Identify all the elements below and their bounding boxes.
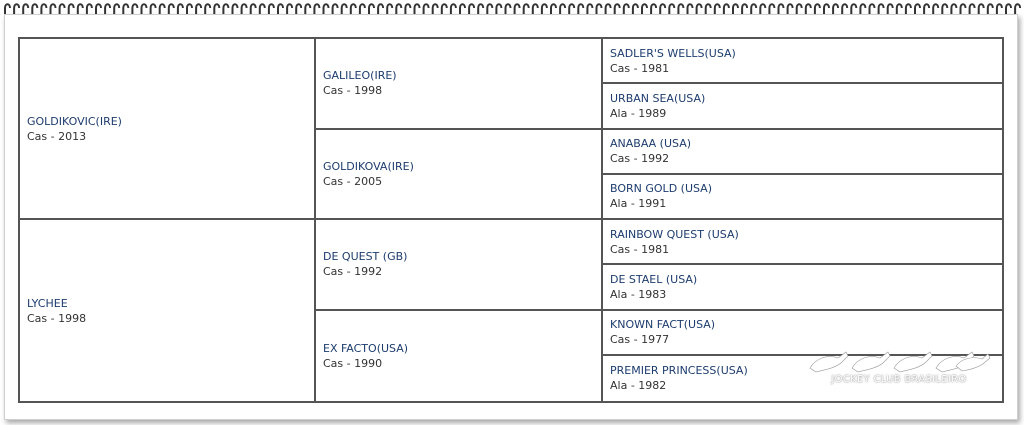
horse-info: Ala - 1982 (610, 379, 667, 393)
pedigree-cell-sire-dam[interactable] (316, 130, 603, 221)
pedigree-cell-dam-sire[interactable] (316, 220, 603, 311)
watermark-text: JOCKEY CLUB BRASILEIRO (831, 374, 967, 385)
racing-horses-logo (806, 346, 992, 374)
horse-name[interactable]: LYCHEE (27, 296, 68, 310)
horse-name[interactable]: ANABAA (USA) (610, 137, 692, 151)
horse-name[interactable]: GOLDIKOVA(IRE) (323, 159, 414, 173)
horse-info: Ala - 1983 (610, 287, 667, 301)
horse-info: Cas - 1992 (610, 152, 670, 166)
horse-info: Ala - 1989 (610, 106, 667, 120)
horse-name[interactable]: GOLDIKOVIC(IRE) (27, 114, 122, 128)
pedigree-cell-sire[interactable] (20, 39, 316, 220)
horse-name[interactable]: SADLER'S WELLS(USA) (610, 46, 736, 60)
pedigree-cell-ggp[interactable] (603, 220, 1002, 265)
horse-name[interactable]: GALILEO(IRE) (323, 69, 397, 83)
horse-info: Cas - 1990 (323, 356, 383, 370)
pedigree-cell-sire-sire[interactable] (316, 39, 603, 130)
pedigree-cell-ggp[interactable] (603, 175, 1002, 220)
pedigree-cell-dam[interactable] (20, 220, 316, 401)
horse-info: Ala - 1991 (610, 197, 667, 211)
horse-info: Cas - 1981 (610, 242, 670, 256)
jockey-club-watermark (806, 346, 992, 390)
pedigree-cell-ggp[interactable] (603, 265, 1002, 310)
horse-info: Cas - 1981 (610, 61, 670, 75)
horse-name[interactable]: PREMIER PRINCESS(USA) (610, 364, 748, 378)
pedigree-cell-ggp[interactable] (603, 39, 1002, 84)
horse-name[interactable]: BORN GOLD (USA) (610, 182, 713, 196)
horse-name[interactable]: EX FACTO(USA) (323, 341, 409, 355)
horse-name[interactable]: RAINBOW QUEST (USA) (610, 227, 739, 241)
horse-info: Cas - 2005 (323, 174, 383, 188)
pedigree-cell-dam-dam[interactable] (316, 311, 603, 402)
horse-name[interactable]: DE QUEST (GB) (323, 250, 408, 264)
horse-info: Cas - 2013 (27, 129, 87, 143)
horse-name[interactable]: KNOWN FACT(USA) (610, 318, 716, 332)
horse-name[interactable]: URBAN SEA(USA) (610, 91, 706, 105)
pedigree-cell-ggp[interactable] (603, 84, 1002, 129)
horse-info: Cas - 1992 (323, 265, 383, 279)
pedigree-cell-ggp[interactable] (603, 130, 1002, 175)
horse-info: Cas - 1998 (27, 311, 87, 325)
horse-name[interactable]: DE STAEL (USA) (610, 272, 698, 286)
horse-info: Cas - 1998 (323, 84, 383, 98)
horse-info: Cas - 1977 (610, 333, 670, 347)
